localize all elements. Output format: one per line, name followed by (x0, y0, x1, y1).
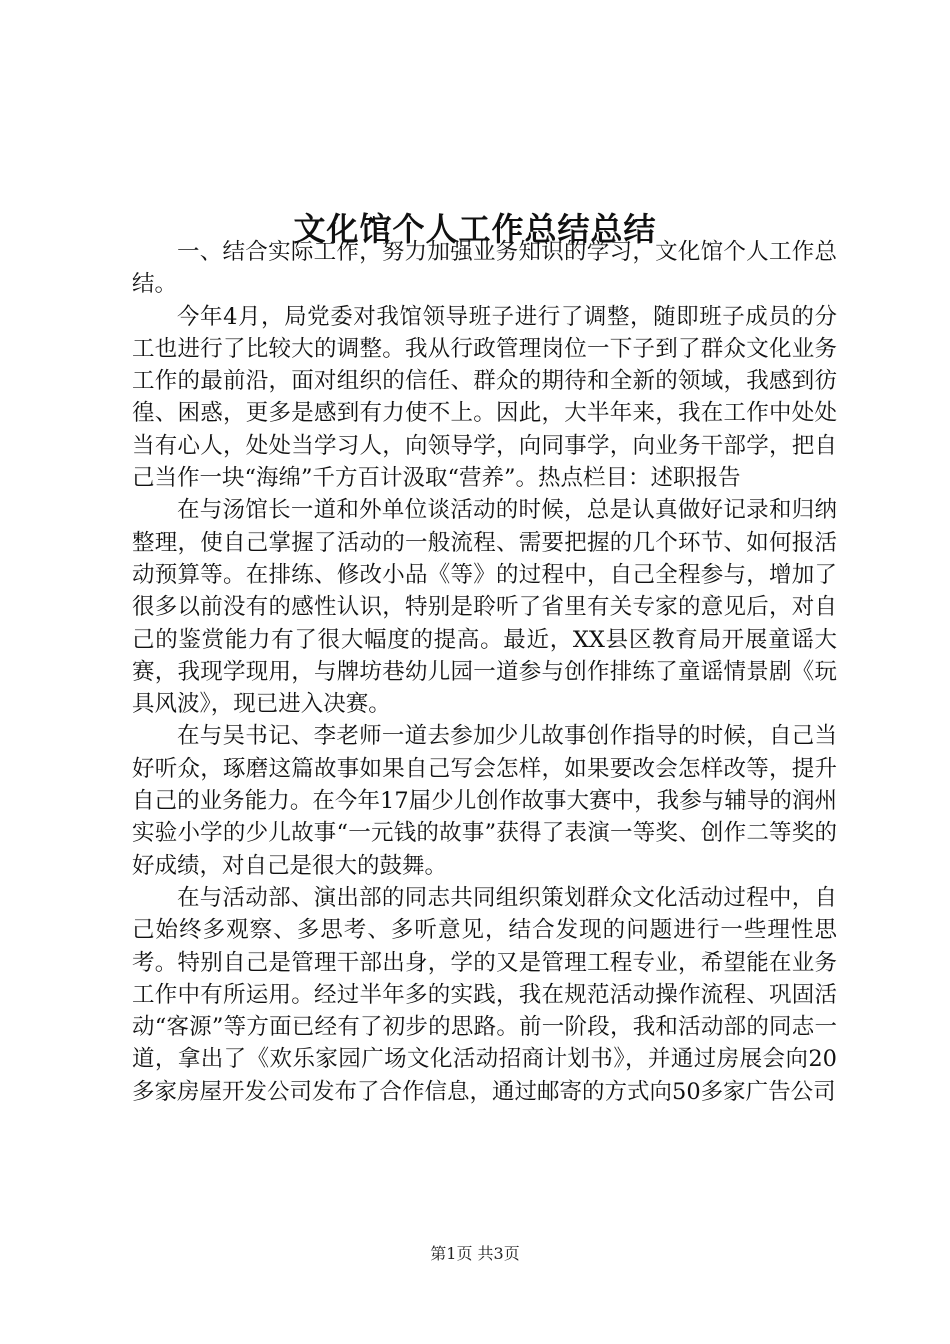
paragraph-4: 在与吴书记、李老师一道去参加少儿故事创作指导的时候，自己当好听众，琢磨这篇故事如果自己写会怎样，如果要改会怎样改等，提升自己的业务能力。在今年17届少儿创作故事大赛中，我参与辅导的润州实验小学的少儿故事“一元钱的故事”获得了表演一等奖、创作二等奖的好成绩，对自己是很大的鼓舞。 (132, 723, 837, 879)
paragraph-5: 在与活动部、演出部的同志共同组织策划群众文化活动过程中，自己始终多观察、多思考、多听意见，结合发现的问题进行一些理性思考。特别自己是管理干部出身，学的又是管理工程专业，希望能在业务工作中有所运用。经过半年多的实践，我在规范活动操作流程、巩固活动“客源”等方面已经有了初步的思路。前一阶段，我和活动部的同志一道，拿出了《欢乐家园广场文化活动招商计划书》，并通过房展会向20多家房屋开发公司发布了合作信息，通过邮寄的方式向50多家广告公司 (132, 884, 837, 1105)
document-body (132, 236, 837, 1108)
document-title: 文化馆个人工作总结总结 (293, 210, 657, 249)
paragraph-2: 今年4月，局党委对我馆领导班子进行了调整，随即班子成员的分工也进行了比较大的调整。我从行政管理岗位一下子到了群众文化业务工作的最前沿，面对组织的信任、群众的期待和全新的领域，我感到彷徨、困惑，更多是感到有力使不上。因此，大半年来，我在工作中处处当有心人，处处当学习人，向领导学，向同事学，向业务干部学，把自己当作一块“海绵”千方百计汲取“营养”。热点栏目：述职报告 (132, 303, 837, 492)
paragraph-3: 在与汤馆长一道和外单位谈活动的时候，总是认真做好记录和归纳整理，使自己掌握了活动的一般流程、需要把握的几个环节、如何报活动预算等。在排练、修改小品《等》的过程中，自己全程参与，增加了很多以前没有的感性认识，特别是聆听了省里有关专家的意见后，对自己的鉴赏能力有了很大幅度的提高。最近，XX县区教育局开展童谣大赛，我现学现用，与牌坊巷幼儿园一道参与创作排练了童谣情景剧《玩具风波》，现已进入决赛。 (132, 497, 837, 718)
paragraph-1: 一、结合实际工作，努力加强业务知识的学习，文化馆个人工作总结。 (132, 239, 837, 298)
page-number-footer: 第1页 共3页 (430, 1244, 520, 1263)
